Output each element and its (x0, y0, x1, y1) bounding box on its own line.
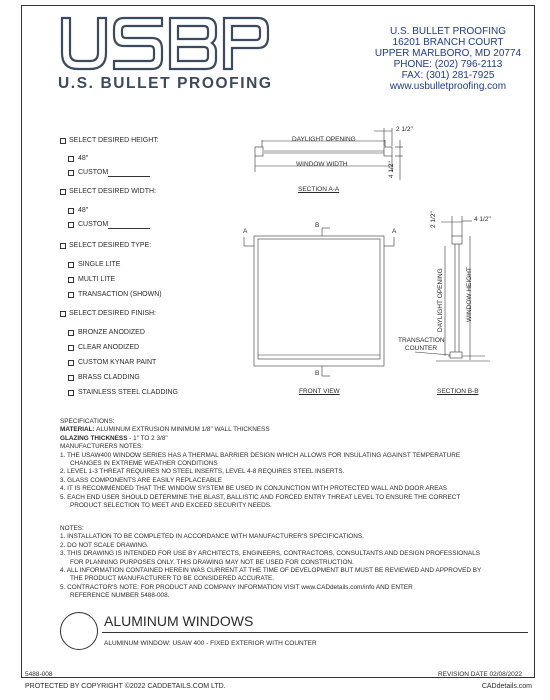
front-view-drawing (244, 228, 397, 376)
caddetails-link[interactable]: CADdetails.com (481, 683, 532, 690)
aa-daylight-label: DAYLIGHT OPENING (292, 136, 356, 143)
front-view-caption: FRONT VIEW (299, 388, 340, 395)
front-mark-a-left: A (243, 228, 248, 235)
detail-circle (60, 612, 98, 650)
note-item: 3. THIS DRAWING IS INTENDED FOR USE BY ARCHITECTS, ENGINEERS, CONTRACTORS, CONSULTANTS AND DESIGN PROFESSIONALS (60, 550, 480, 558)
transaction-label: TRANSACTION (SHOWN) (78, 291, 162, 298)
mfr-notes-heading: MANUFACTURERS NOTES: (60, 443, 144, 451)
height-48-label: 48" (78, 155, 89, 162)
company-name: U.S. BULLET PROOFING (390, 26, 506, 37)
company-phone: PHONE: (202) 796-2113 (393, 59, 503, 70)
mfr-note: 4. IT IS RECOMMENDED THAT THE WINDOW SYSTEM BE USED IN CONJUNCTION WITH PROTECTED WALL AND DOOR AREAS (60, 485, 448, 493)
mfr-note: 5. EACH END USER SHOULD DETERMINE THE BLAST, BALLISTIC AND FORCED ENTRY THREAT LEVEL TO ENSURE THE CORRECT (60, 493, 461, 501)
note-item: 5. CONTRACTOR'S NOTE: FOR PRODUCT AND COMPANY INFORMATION VISIT www.CADdetails.com/info AND ENTER (60, 583, 413, 591)
note-item: 1. INSTALLATION TO BE COMPLETED IN ACCORDANCE WITH MANUFACTURER'S SPECIFICATIONS. (60, 533, 364, 541)
bronze-label: BRONZE ANODIZED (78, 329, 145, 336)
bb-counter-label-1: TRANSACTION (398, 337, 445, 344)
reference-number: 5488-008 (25, 671, 53, 678)
aa-dim-top: 2 1/2" (396, 126, 413, 133)
width-48-label: 48" (78, 207, 89, 214)
front-mark-b-top: B (315, 222, 320, 229)
section-aa-caption: SECTION A-A (298, 186, 340, 193)
revision-date: REVISION DATE 02/08/2022 (437, 671, 522, 678)
notes-block (60, 525, 500, 601)
company-street: 16201 BRANCH COURT (392, 37, 504, 48)
stainless-label: STAINLESS STEEL CLADDING (78, 389, 178, 396)
section-bb-caption: SECTION B-B (437, 388, 479, 395)
note-item: REFERENCE NUMBER 5488-008. (70, 592, 170, 600)
aa-dim-side: 4 1/2" (388, 161, 395, 178)
clear-label: CLEAR ANODIZED (78, 344, 140, 351)
mfr-note: CHANGES IN EXTREME WEATHER CONDITIONS (70, 460, 218, 468)
width-heading: SELECT DESIRED WIDTH: (69, 188, 156, 195)
logo-subtitle: U.S. BULLET PROOFING (58, 75, 273, 92)
multi-lite-label: MULTI LITE (78, 276, 116, 283)
height-heading: SELECT DESIRED HEIGHT: (69, 137, 159, 144)
note-item: THE PRODUCT MANUFACTURER TO BE CONSIDERED ACCURATE. (70, 575, 275, 583)
title-divider (102, 632, 528, 633)
spec-glazing-line (60, 435, 500, 443)
spec-heading: SPECIFICATIONS: (60, 418, 115, 425)
notes-heading: NOTES: (60, 525, 84, 532)
single-lite-label: SINGLE LITE (78, 261, 121, 268)
spec-material-line (60, 426, 500, 434)
kynar-label: CUSTOM KYNAR PAINT (78, 359, 157, 366)
note-item: FOR PLANNING PURPOSES ONLY. THIS DRAWING MAY NOT BE USED FOR CONSTRUCTION. (70, 558, 354, 566)
company-fax: FAX: (301) 281-7925 (401, 70, 495, 81)
glazing-value: - 1" TO 2 3/8" (127, 434, 168, 442)
note-item: 4. ALL INFORMATION CONTAINED HEREIN WAS CURRENT AT THE TIME OF DEVELOPMENT BUT MUST BE REVIEWED AND APPROVED BY (60, 567, 482, 575)
mfr-note: PRODUCT SELECTION TO MEET AND EXCEED SECURITY NEEDS. (70, 502, 272, 510)
company-website[interactable]: www.usbulletproofing.com (389, 81, 507, 92)
height-custom-label: CUSTOM (78, 169, 109, 176)
type-heading: SELECT DESIRED TYPE: (69, 242, 152, 249)
bb-daylight-label: DAYLIGHT OPENING (437, 268, 444, 332)
front-mark-a-right: A (392, 228, 397, 235)
bb-dim-top-right: 4 1/2" (474, 216, 491, 223)
finish-heading: SELECT DESIRED FINISH: (69, 310, 157, 317)
mfr-note: 1. THE USAW400 WINDOW SERIES HAS A THERMAL BARRIER DESIGN WHICH ALLOWS FOR INSULATING AGAINST TEMPERATURE (60, 451, 461, 459)
bb-dim-top-left: 2 1/2" (430, 211, 437, 228)
glazing-label: GLAZING THICKNESS (60, 434, 128, 442)
mfr-note: 3. GLASS COMPONENTS ARE EASILY REPLACEABLE (60, 476, 223, 484)
brass-label: BRASS CLADDING (78, 374, 140, 381)
material-value: ALUMINUM EXTRUSION MINIMUM 1/8" WALL THICKNESS (96, 426, 270, 434)
aa-window-width-label: WINDOW WIDTH (296, 161, 348, 168)
copyright-notice: PROTECTED BY COPYRIGHT ©2022 CADDETAILS.COM LTD. (25, 683, 226, 690)
note-item: 2. DO NOT SCALE DRAWING. (60, 541, 149, 549)
specifications-block (60, 418, 500, 510)
drawing-title: ALUMINUM WINDOWS (104, 613, 254, 629)
mfr-note: 2. LEVEL 1-3 THREAT REQUIRES NO STEEL INSERTS, LEVEL 4-8 REQUIRES STEEL INSERTS. (60, 468, 345, 476)
front-mark-b-bottom: B (315, 370, 320, 377)
bb-counter-label-2: COUNTER (404, 345, 438, 352)
bb-window-height-label: WINDOW HEIGHT (466, 267, 473, 322)
company-city: UPPER MARLBORO, MD 20774 (374, 48, 522, 59)
drawing-subtitle: ALUMINUM WINDOW: USAW 400 - FIXED EXTERIOR WITH COUNTER (104, 640, 317, 647)
width-custom-label: CUSTOM (78, 221, 109, 228)
material-label: MATERIAL: (60, 426, 95, 434)
